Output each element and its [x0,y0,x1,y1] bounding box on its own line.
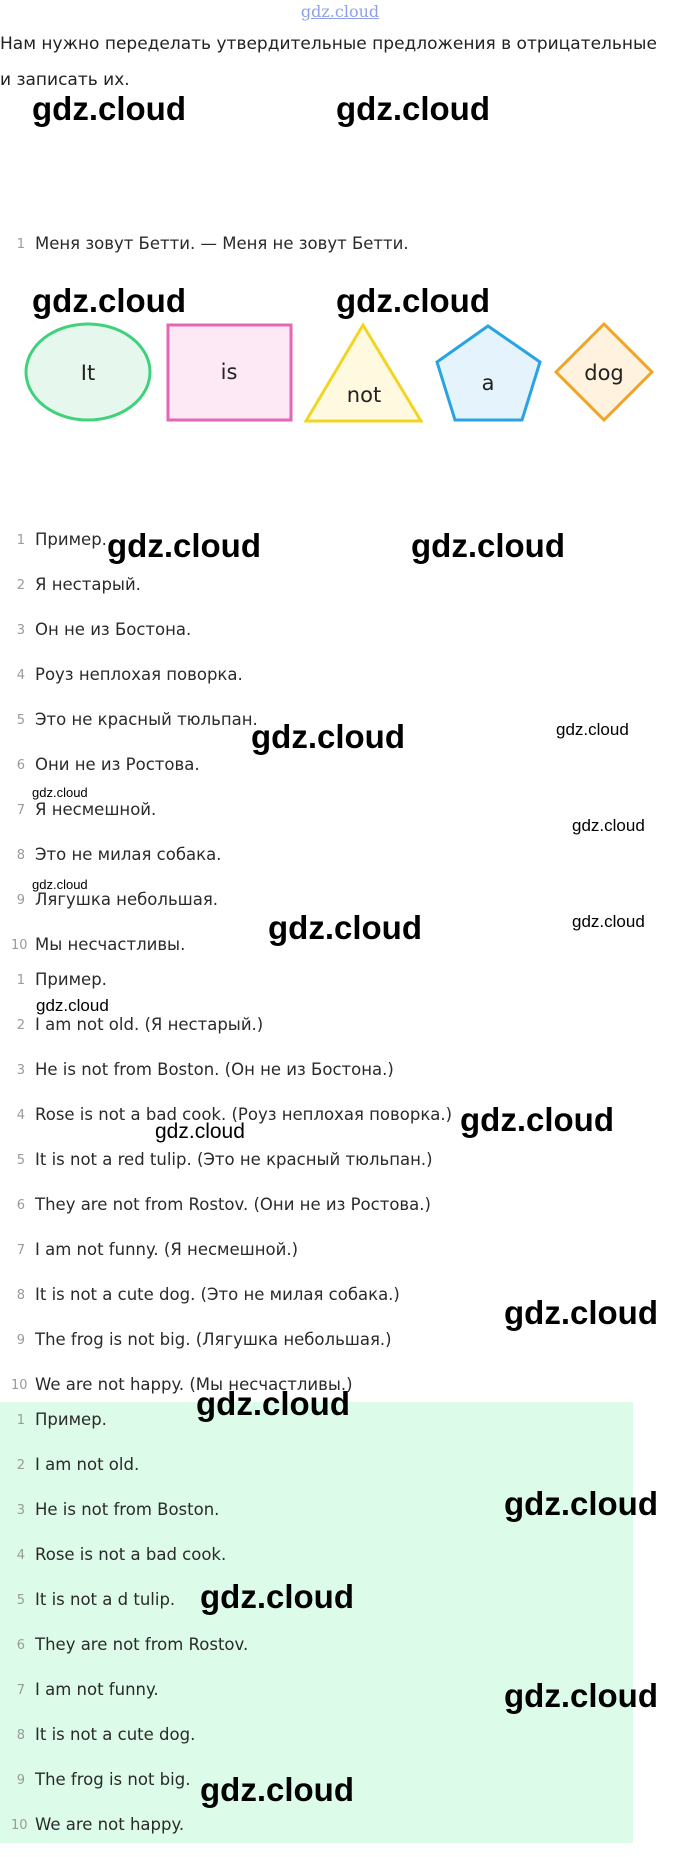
watermark: gdz.cloud [336,90,490,127]
list-item-number: 2 [16,578,25,593]
list-item-number: 5 [16,713,25,728]
list-item-number: 4 [16,1548,25,1563]
list-item-number: 9 [16,893,25,908]
watermark: gdz.cloud [196,1385,350,1422]
list-item-number: 8 [16,1288,25,1303]
watermark: gdz.cloud [155,1120,245,1143]
watermark: gdz.cloud [336,282,490,319]
list-item-text: Мы несчастливы. [35,935,186,954]
list-item-number: 4 [16,668,25,683]
list-item-number: 2 [16,1018,25,1033]
list-item-number: 10 [11,1818,28,1833]
list-item-number: 5 [16,1153,25,1168]
shape-label: not [346,383,382,407]
list-item [0,1012,640,1057]
list-item-number: 7 [16,1243,25,1258]
watermark: gdz.cloud [504,1485,658,1522]
list-item [0,1722,640,1767]
watermark: gdz.cloud [200,1578,354,1615]
list-item-text: He is not from Boston. (Он не из Бостона.) [35,1060,394,1079]
list-item [0,1057,640,1102]
list-item-number: 1 [16,973,25,988]
list-item [0,1237,640,1282]
list-item-number: 10 [11,938,28,953]
list-item-number: 1 [16,533,25,548]
watermark: gdz.cloud [572,816,645,835]
list-item-number: 6 [16,1198,25,1213]
list-item [0,572,640,617]
list-item [0,1192,640,1237]
list-item [0,1632,640,1677]
list-item-text: Я нестарый. [35,575,141,594]
watermark: gdz.cloud [36,996,109,1015]
watermark: gdz.cloud [200,1771,354,1808]
list-item-text: Я несмешной. [35,800,157,819]
watermark: gdz.cloud [460,1101,614,1138]
watermark: gdz.cloud [556,720,629,739]
list-item-text: I am not old. [35,1455,140,1474]
list-item-text: Лягушка небольшая. [35,890,219,909]
list-item-text: Rose is not a bad cook. [35,1545,227,1564]
list-item-number: 10 [11,1378,28,1393]
list-item-text: I am not funny. [35,1680,159,1699]
shape-label: a [481,371,495,395]
watermark: gdz.cloud [32,282,186,319]
watermark: gdz.cloud [32,877,88,892]
example-row [0,231,640,276]
list-item-text: Это не милая собака. [35,845,222,864]
list-item-number: 2 [16,1458,25,1473]
list-item-number: 6 [16,758,25,773]
list-item-text: It is not a cute dog. [35,1725,196,1744]
list-item-number: 9 [16,1333,25,1348]
list-item-number: 3 [16,623,25,638]
shape-a [437,326,540,420]
list-item-number: 5 [16,1593,25,1608]
list-item-number: 8 [16,1728,25,1743]
watermark: gdz.cloud [251,718,405,755]
list-item-number: 3 [16,1503,25,1518]
list-item-text: It is not a d tulip. [35,1590,176,1609]
list-item-text: The frog is not big. (Лягушка небольшая.) [35,1330,392,1349]
list-item-number: 6 [16,1638,25,1653]
watermark: gdz.cloud [572,912,645,931]
list-item [0,1327,640,1372]
shape-dog [556,324,652,420]
watermark: gdz.cloud [107,527,261,564]
list-item-text: We are not happy. [35,1815,185,1834]
list-item [0,1147,640,1192]
list-item [0,842,640,887]
watermark: gdz.cloud [268,909,422,946]
shape-label: is [220,360,238,384]
shape-not [306,325,421,421]
list-item [0,617,640,662]
list-item-number: 7 [16,1683,25,1698]
shape-label: dog [584,361,624,385]
shape-label: It [80,361,96,385]
list-item-number: 3 [16,1063,25,1078]
list-item-number: 8 [16,848,25,863]
watermark: gdz.cloud [411,527,565,564]
list-item-text: He is not from Boston. [35,1500,220,1519]
list-item-text: Это не красный тюльпан. [35,710,258,729]
watermark: gdz.cloud [504,1677,658,1714]
list-item-number: 1 [16,1413,25,1428]
list-item-text: Пример. [35,1410,107,1429]
list-item [0,1812,640,1857]
task-intro: Нам нужно переделать утвердительные предложения в отрицательные и записать их. [0,34,657,90]
list-item-number: 7 [16,803,25,818]
list-item [0,752,640,797]
list-item-text: Он не из Бостона. [35,620,192,639]
list-item-text: They are not from Rostov. [35,1635,249,1654]
list-item-number: 9 [16,1773,25,1788]
shape-is [168,325,291,420]
watermark: gdz.cloud [504,1294,658,1331]
list-item-text: The frog is not big. [35,1770,191,1789]
list-item-text: We are not happy. (Мы несчастливы.) [35,1375,353,1394]
list-item-text: Роуз неплохая поворка. [35,665,243,684]
list-item [0,662,640,707]
watermark: gdz.cloud [32,785,88,800]
watermark: gdz.cloud [32,90,186,127]
list-item-text: Пример. [35,530,107,549]
list-item-text: Они не из Ростова. [35,755,200,774]
list-item-text: I am not funny. (Я несмешной.) [35,1240,299,1259]
list-item-text: Пример. [35,970,107,989]
list-item [0,797,640,842]
word-shapes-illustration [0,318,680,428]
header-logo[interactable]: gdz.cloud [300,2,380,21]
example-number: 1 [16,237,25,252]
shape-it [26,324,150,420]
list-item-number: 4 [16,1108,25,1123]
list-item-text: It is not a red tulip. (Это не красный тюльпан.) [35,1150,433,1169]
example-text: Меня зовут Бетти. — Меня не зовут Бетти. [35,234,409,253]
list-item-text: I am not old. (Я нестарый.) [35,1015,264,1034]
list-item-text: Rose is not a bad cook. (Роуз неплохая поворка.) [35,1105,453,1124]
list-item-text: They are not from Rostov. (Они не из Ростова.) [35,1195,431,1214]
list-item-text: It is not a cute dog. (Это не милая собака.) [35,1285,400,1304]
